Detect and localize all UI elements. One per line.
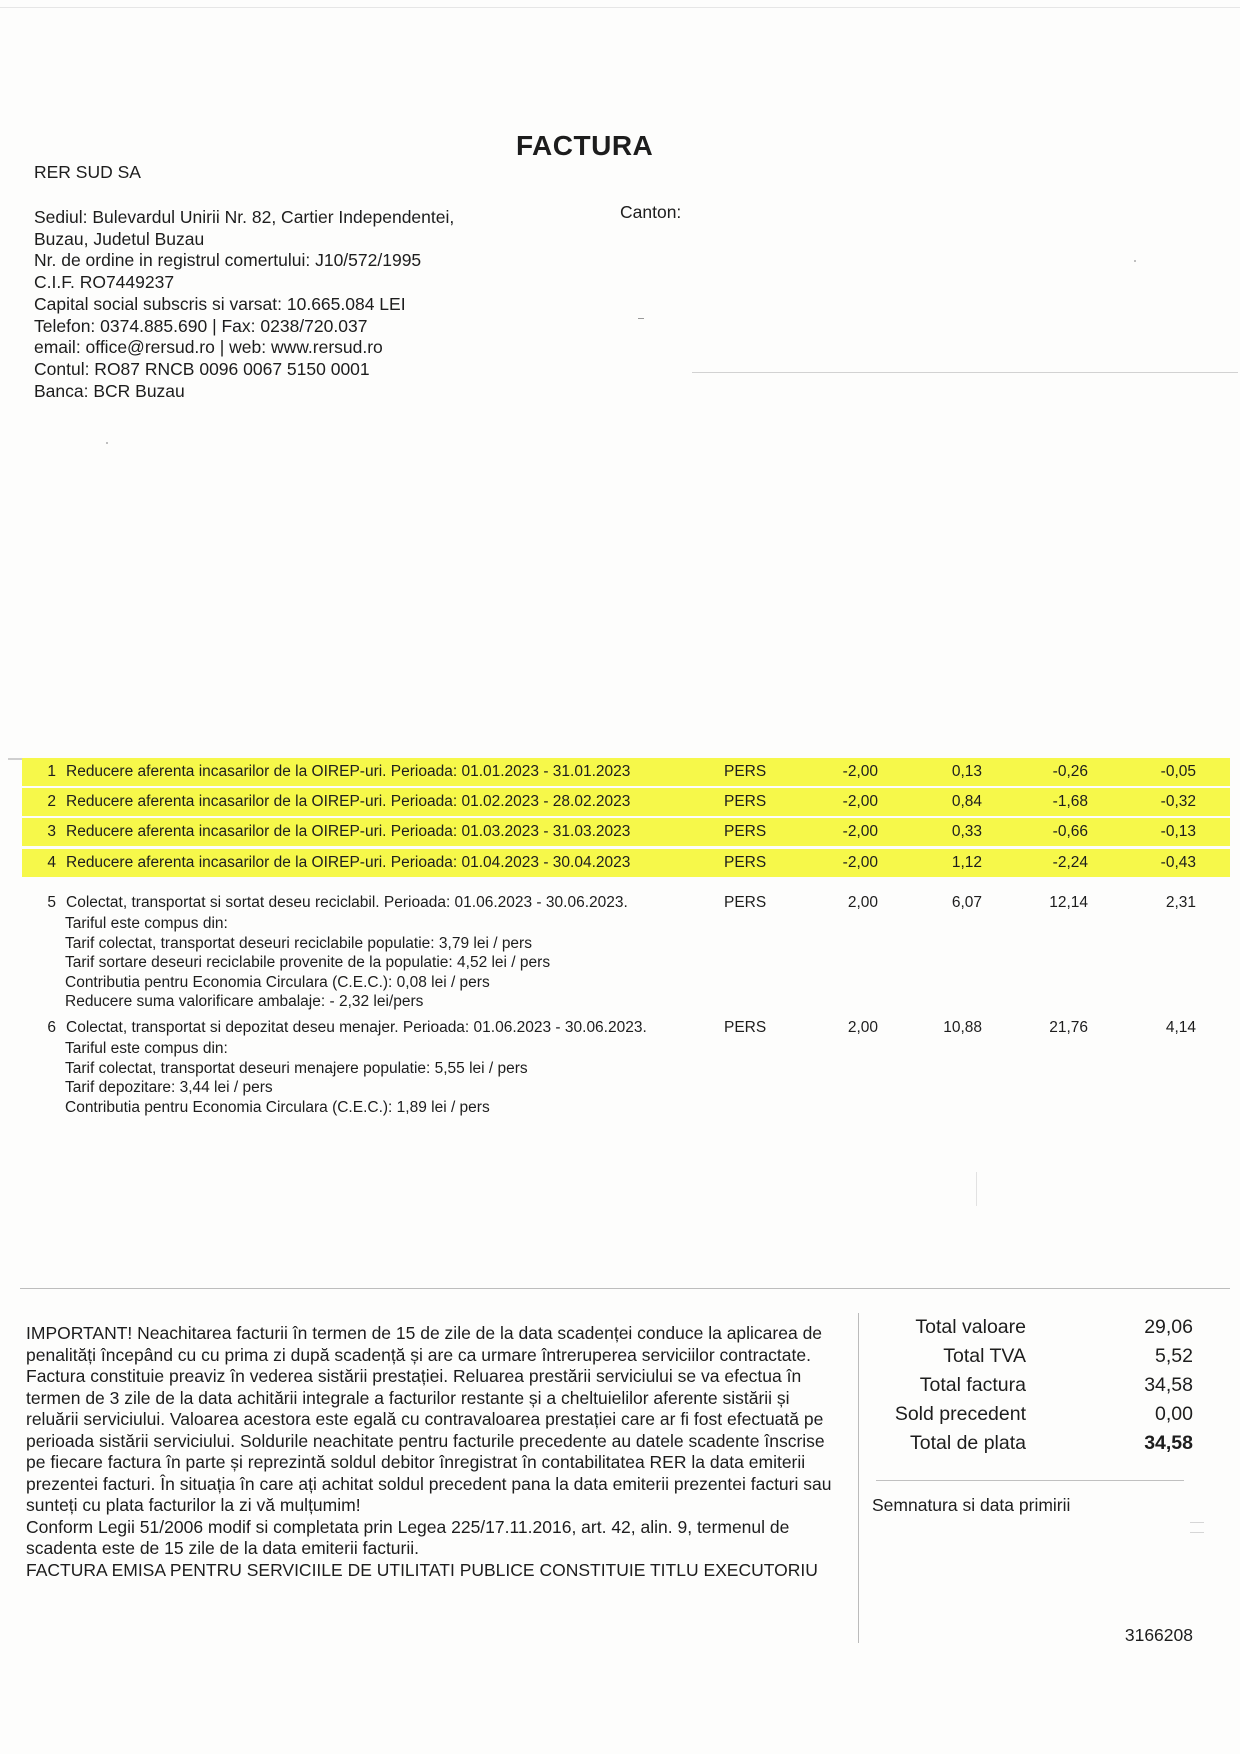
total-due-amount: 34,58: [1144, 1432, 1193, 1454]
item-vat: -0,05: [1160, 763, 1196, 780]
item-tariff-detail: Tariful este compus din:: [65, 1040, 228, 1057]
total-value-amount: 29,06: [1144, 1316, 1193, 1338]
item-vat: 4,14: [1165, 1019, 1196, 1036]
signature-label: Semnatura si data primirii: [872, 1495, 1071, 1515]
item-tariff-detail: Tarif sortare deseuri reciclabile provenite de la populatie: 4,52 lei / pers: [65, 954, 551, 971]
item-tariff-detail: Tariful este compus din:: [65, 915, 228, 932]
company-capital-line: Capital social subscris si varsat: 10.665.084 LEI: [34, 293, 406, 314]
scan-speck: [1134, 260, 1136, 262]
item-unit-price: 0,33: [951, 823, 982, 840]
scan-edge-line: [0, 7, 1240, 8]
item-unit: PERS: [724, 793, 767, 810]
item-quantity: -2,00: [842, 823, 878, 840]
total-value-label: Total valoare: [915, 1316, 1026, 1338]
company-email-line: email: office@rersud.ro | web: www.rersud.ro: [34, 337, 383, 358]
item-quantity: 2,00: [847, 894, 878, 911]
item-description: Colectat, transportat si depozitat deseu menajer. Perioada: 01.06.2023 - 30.06.2023.: [66, 1019, 647, 1036]
item-quantity: -2,00: [842, 793, 878, 810]
company-cif-line: C.I.F. RO7449237: [34, 272, 175, 293]
item-description: Colectat, transportat si sortat deseu reciclabil. Perioada: 01.06.2023 - 30.06.2023.: [66, 894, 628, 911]
important-notice: [26, 1323, 844, 1581]
notice-law-paragraph: Conform Legii 51/2006 modif si completata prin Legea 225/17.11.2016, art. 42, alin. 9, termenul de scadenta este de 15 zile de la data emiterii facturii.: [26, 1516, 790, 1558]
company-registry-line: Nr. de ordine in registrul comertului: J10/572/1995: [34, 250, 422, 271]
item-tariff-detail: Contributia pentru Economia Circulara (C.E.C.): 0,08 lei / pers: [65, 973, 490, 991]
item-description: Reducere aferenta incasarilor de la OIREP-uri. Perioada: 01.02.2023 - 28.02.2023: [66, 793, 631, 810]
item-quantity: 2,00: [847, 1019, 878, 1036]
item-description: Reducere aferenta incasarilor de la OIREP-uri. Perioada: 01.01.2023 - 31.01.2023: [66, 763, 631, 780]
item-index: 1: [47, 763, 56, 780]
canton-box: [692, 232, 1238, 373]
notice-executory-paragraph: FACTURA EMISA PENTRU SERVICIILE DE UTILITATI PUBLICE CONSTITUIE TITLU EXECUTORIU: [26, 1559, 818, 1580]
scan-speck: [1190, 1532, 1204, 1533]
previous-balance-label: Sold precedent: [894, 1403, 1026, 1425]
item-unit: PERS: [724, 763, 767, 780]
item-tariff-detail: Contributia pentru Economia Circulara (C.E.C.): 1,89 lei / pers: [65, 1098, 490, 1116]
item-unit-price: 10,88: [943, 1019, 982, 1036]
total-due-label: Total de plata: [909, 1432, 1026, 1454]
scan-speck: [1190, 1522, 1204, 1523]
item-value: -0,66: [1052, 823, 1088, 840]
footer-divider: [858, 1313, 859, 1643]
item-quantity: -2,00: [842, 854, 878, 871]
invoice-items: [0, 763, 1240, 1223]
item-unit-price: 0,84: [951, 793, 982, 810]
company-address-line: Sediul: Bulevardul Unirii Nr. 82, Cartier Independentei,: [34, 207, 455, 227]
signature-separator: [876, 1480, 1184, 1481]
company-name: RER SUD SA: [34, 162, 141, 182]
item-description: Reducere aferenta incasarilor de la OIREP-uri. Perioada: 01.04.2023 - 30.04.2023: [66, 854, 631, 871]
item-unit: PERS: [724, 823, 767, 840]
total-invoice-amount: 34,58: [1144, 1374, 1193, 1396]
item-description: Reducere aferenta incasarilor de la OIREP-uri. Perioada: 01.03.2023 - 31.03.2023: [66, 823, 631, 840]
item-unit: PERS: [724, 1019, 767, 1036]
item-index: 5: [47, 894, 56, 911]
document-number: 3166208: [1124, 1625, 1193, 1645]
scan-speck: [976, 1172, 977, 1206]
total-vat-amount: 5,52: [1155, 1345, 1193, 1367]
total-invoice-label: Total factura: [919, 1374, 1026, 1396]
item-vat: -0,13: [1160, 823, 1196, 840]
scan-speck: [106, 442, 108, 444]
scan-mark: [638, 318, 644, 319]
previous-balance-amount: 0,00: [1155, 1403, 1193, 1425]
notice-paragraph: IMPORTANT! Neachitarea facturii în termen de 15 de zile de la data scadenței conduce la aplicarea de penalități începând cu cu prima zi după scadență și are ca urmare întreruperea serviciilor contractate. Factura constituie preaviz în vederea sistării prestației. Reluarea prestării serviciului se va efectua în termen de 3 zile de la data achitării integrale a facturilor restante și a cheltuielilor aferente sistării și reluării serviciului. Valoarea acestora este egală cu contravaloarea prestației care ar fi fost efectuată pe perioada sistării serviciului. Soldurile neachitate pentru facturile precedente au datele scadente înscrise pe fiecare factura în parte și reprezintă soldul debitor înregistrat în contabilitatea RER la data emiterii prezentei facturi. În situația în care ați achitat soldul precedent pana la data emiterii prezentei facturi sau sunteți cu plata facturilor la zi vă mulțumim!: [26, 1323, 832, 1515]
item-value: -2,24: [1052, 854, 1088, 871]
company-phone-line: Telefon: 0374.885.690 | Fax: 0238/720.037: [34, 315, 368, 336]
item-index: 4: [47, 854, 56, 871]
item-vat: 2,31: [1165, 894, 1196, 911]
item-value: 12,14: [1049, 894, 1088, 911]
item-unit-price: 1,12: [951, 854, 982, 871]
total-vat-label: Total TVA: [943, 1345, 1026, 1367]
item-tariff-detail: Tarif colectat, transportat deseuri reciclabile populatie: 3,79 lei / pers: [65, 934, 532, 952]
item-unit-price: 0,13: [951, 763, 982, 780]
company-details: [34, 207, 454, 402]
item-unit-price: 6,07: [951, 894, 982, 911]
footer-separator: [20, 1288, 1230, 1289]
item-tariff-detail: Tarif depozitare: 3,44 lei / pers: [65, 1079, 273, 1096]
item-vat: -0,43: [1160, 854, 1196, 871]
item-unit: PERS: [724, 854, 767, 871]
item-index: 6: [47, 1019, 56, 1036]
company-account-line: Contul: RO87 RNCB 0096 0067 5150 0001: [34, 358, 370, 379]
item-value: 21,76: [1049, 1019, 1088, 1036]
item-index: 2: [47, 793, 56, 810]
item-value: -1,68: [1052, 793, 1088, 810]
canton-label: Canton:: [620, 202, 682, 222]
company-bank-line: Banca: BCR Buzau: [34, 380, 185, 401]
item-quantity: -2,00: [842, 763, 878, 780]
item-tariff-detail: Reducere suma valorificare ambalaje: - 2,32 lei/pers: [65, 993, 424, 1010]
company-city-line: Buzau, Judetul Buzau: [34, 228, 205, 249]
item-value: -0,26: [1052, 763, 1088, 780]
item-unit: PERS: [724, 894, 767, 911]
item-tariff-detail: Tarif colectat, transportat deseuri menajere populatie: 5,55 lei / pers: [65, 1059, 528, 1077]
item-vat: -0,32: [1160, 793, 1196, 810]
item-index: 3: [47, 823, 56, 840]
document-title: FACTURA: [516, 130, 654, 161]
